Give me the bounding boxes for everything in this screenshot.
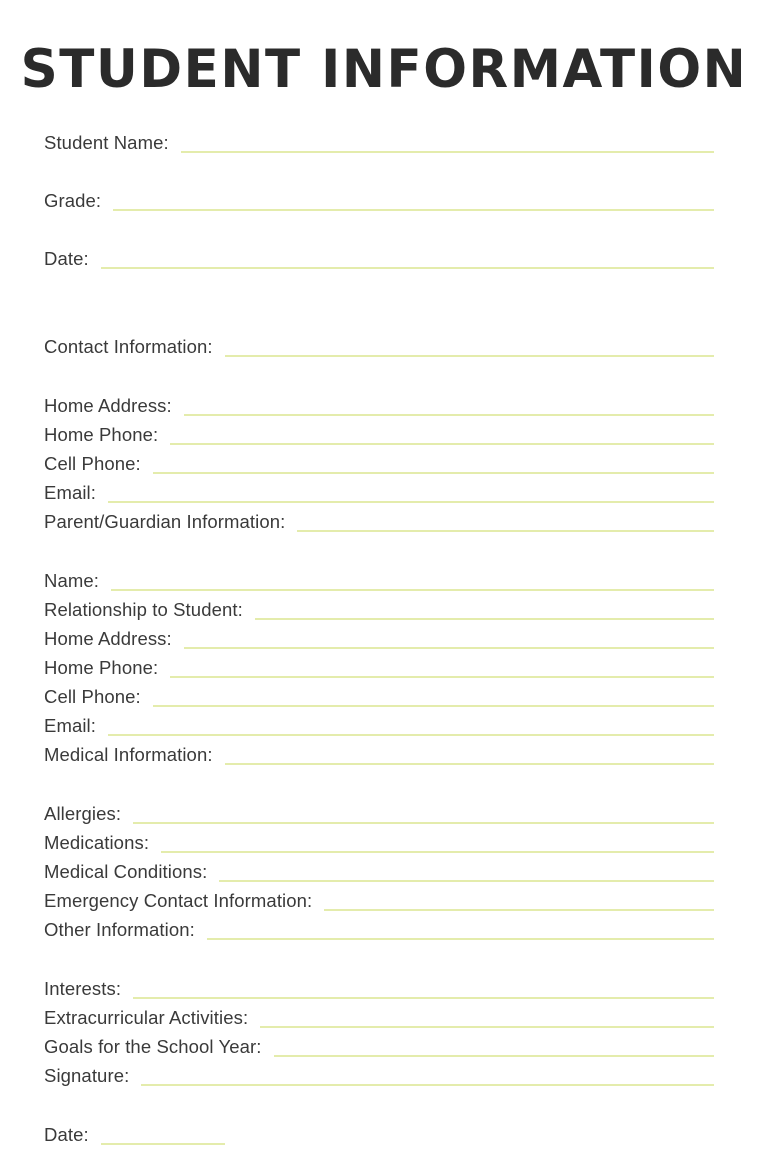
field-write-in-line[interactable]	[184, 647, 714, 649]
form-row	[44, 829, 714, 858]
form-row	[44, 508, 714, 537]
field-label: Grade:	[44, 190, 102, 211]
field-label: Interests:	[44, 978, 122, 999]
field-label: Relationship to Student:	[44, 599, 243, 620]
field-write-in-line[interactable]	[255, 618, 714, 620]
form-row	[44, 654, 714, 683]
form-row	[44, 216, 714, 274]
field-write-in-line[interactable]	[161, 851, 714, 853]
field-label: Other Information:	[44, 919, 195, 940]
form-row	[44, 741, 714, 770]
form-row	[44, 1062, 714, 1091]
form-row	[44, 887, 714, 916]
form-row	[44, 1004, 714, 1033]
field-write-in-line[interactable]	[101, 1143, 225, 1145]
form-row	[44, 683, 714, 712]
field-label: Home Phone:	[44, 657, 159, 678]
field-write-in-line[interactable]	[219, 880, 714, 882]
form-row	[44, 567, 714, 596]
form-row	[44, 975, 714, 1004]
field-label: Cell Phone:	[44, 686, 141, 707]
field-write-in-line[interactable]	[225, 763, 714, 765]
form-row	[44, 712, 714, 741]
field-write-in-line[interactable]	[108, 501, 714, 503]
field-label: Home Address:	[44, 628, 172, 649]
field-label: Parent/Guardian Information:	[44, 511, 286, 532]
field-label: Emergency Contact Information:	[44, 890, 313, 911]
field-group-contact-information	[44, 304, 714, 362]
field-write-in-line[interactable]	[153, 705, 714, 707]
form-row	[44, 625, 714, 654]
field-group-interests-and-goals	[44, 975, 714, 1091]
field-write-in-line[interactable]	[324, 909, 714, 911]
field-label: Home Phone:	[44, 424, 159, 445]
field-write-in-line[interactable]	[108, 734, 714, 736]
form-row	[44, 596, 714, 625]
field-label: Date:	[44, 1124, 89, 1145]
form-row	[44, 800, 714, 829]
field-label: Medical Conditions:	[44, 861, 208, 882]
field-group-medical-details	[44, 800, 714, 945]
form-row	[44, 100, 714, 158]
field-label: Medications:	[44, 832, 150, 853]
field-group-signature-date	[44, 1121, 714, 1150]
field-label: Medical Information:	[44, 744, 213, 765]
field-label: Contact Information:	[44, 336, 213, 357]
field-group-student-contact-details	[44, 392, 714, 537]
field-write-in-line[interactable]	[260, 1026, 714, 1028]
field-label: Email:	[44, 715, 96, 736]
field-write-in-line[interactable]	[133, 822, 714, 824]
field-group-parent-guardian-details	[44, 567, 714, 770]
field-write-in-line[interactable]	[111, 589, 714, 591]
page-title: STUDENT INFORMATION	[20, 37, 748, 100]
field-label: Cell Phone:	[44, 453, 141, 474]
field-write-in-line[interactable]	[207, 938, 714, 940]
field-write-in-line[interactable]	[170, 676, 714, 678]
field-write-in-line[interactable]	[113, 209, 714, 211]
form-row	[44, 392, 714, 421]
form-row	[44, 479, 714, 508]
field-label: Home Address:	[44, 395, 172, 416]
field-write-in-line[interactable]	[225, 355, 714, 357]
field-write-in-line[interactable]	[170, 443, 714, 445]
field-write-in-line[interactable]	[297, 530, 714, 532]
form-row	[44, 421, 714, 450]
field-write-in-line[interactable]	[101, 267, 714, 269]
field-write-in-line[interactable]	[133, 997, 714, 999]
field-label: Extracurricular Activities:	[44, 1007, 249, 1028]
field-write-in-line[interactable]	[153, 472, 714, 474]
field-group-student-basics	[44, 100, 714, 274]
field-label: Date:	[44, 248, 89, 269]
field-label: Name:	[44, 570, 99, 591]
field-write-in-line[interactable]	[181, 151, 714, 153]
form-row	[44, 1033, 714, 1062]
field-write-in-line[interactable]	[184, 414, 714, 416]
form-row	[44, 158, 714, 216]
form-body	[44, 100, 714, 1150]
field-write-in-line[interactable]	[274, 1055, 714, 1057]
field-label: Signature:	[44, 1065, 130, 1086]
field-label: Student Name:	[44, 132, 169, 153]
form-row	[44, 916, 714, 945]
form-row	[44, 858, 714, 887]
field-label: Goals for the School Year:	[44, 1036, 262, 1057]
form-row	[44, 450, 714, 479]
form-row	[44, 304, 714, 362]
field-label: Email:	[44, 482, 96, 503]
form-row	[44, 1121, 714, 1150]
field-label: Allergies:	[44, 803, 122, 824]
